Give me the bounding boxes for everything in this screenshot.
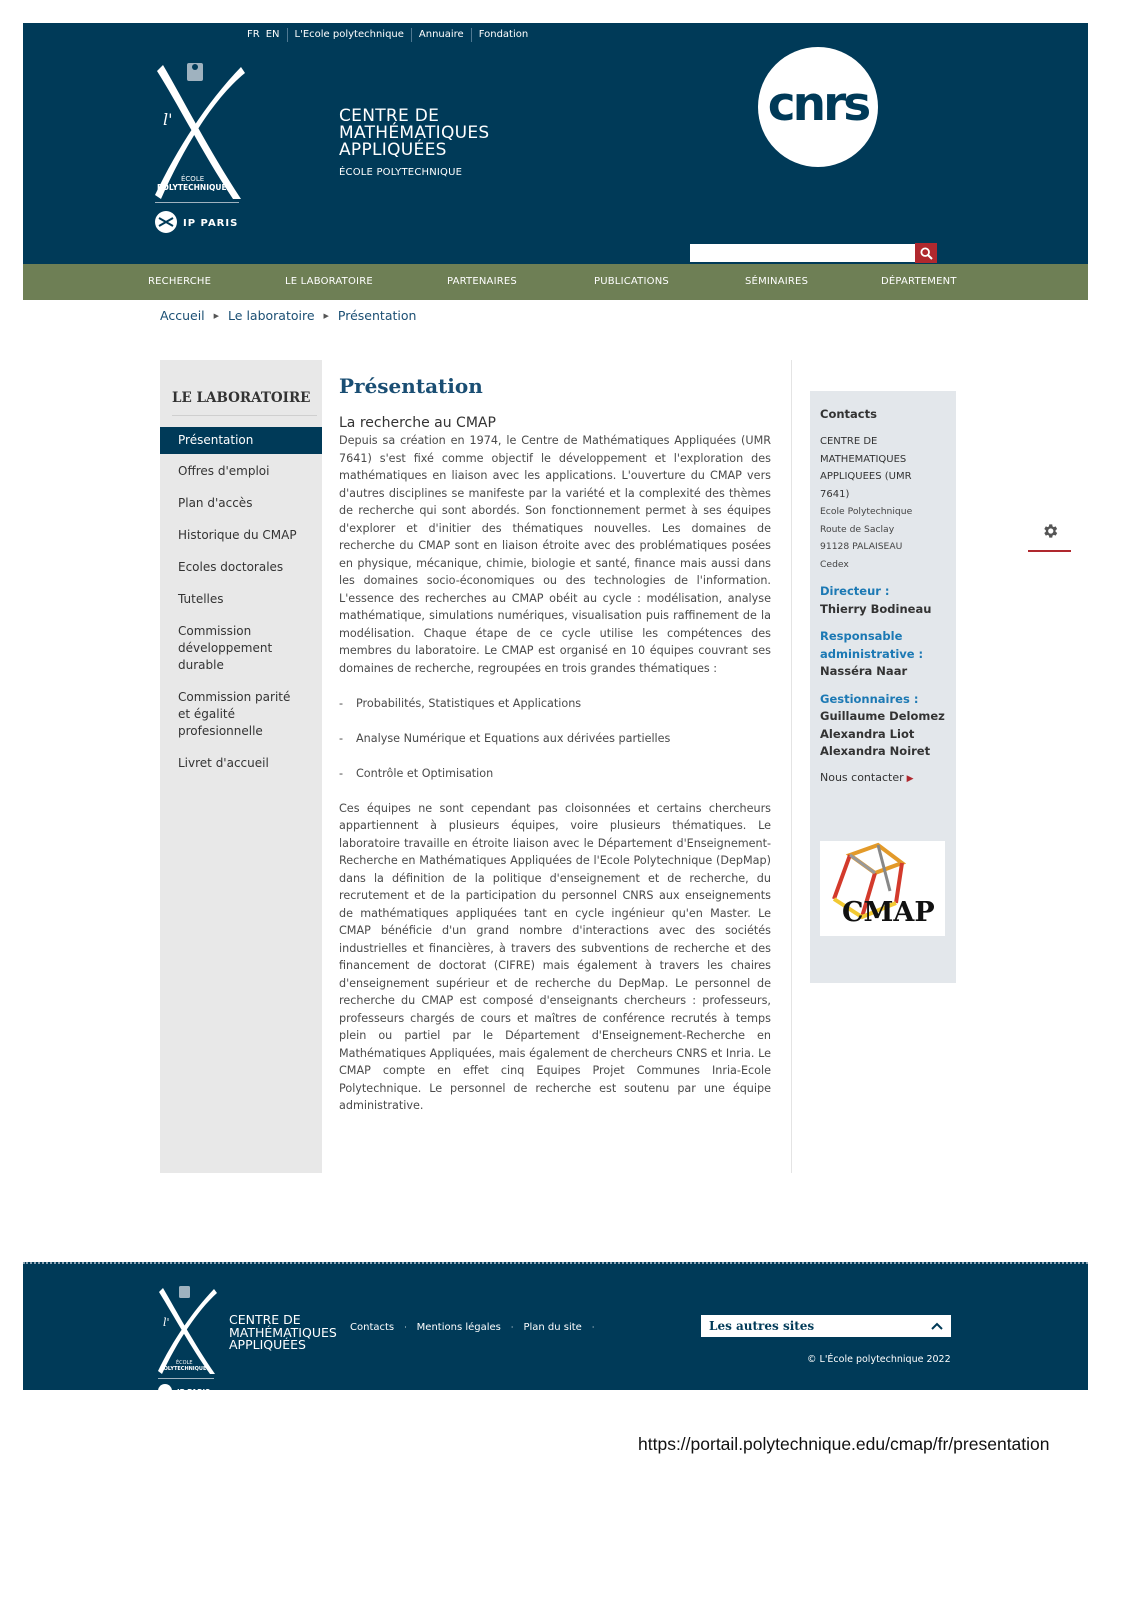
org-line: MATHEMATIQUES (820, 453, 907, 465)
breadcrumb-accueil[interactable]: Accueil (160, 308, 205, 323)
lang-fr-link[interactable]: FR (247, 29, 260, 40)
director-name: Thierry Bodineau (820, 601, 932, 616)
lang-en-link[interactable]: EN (265, 29, 280, 40)
contacts-panel (810, 391, 956, 983)
ecole-polytechnique-logo[interactable] (153, 59, 253, 239)
list-item (339, 730, 771, 748)
intro-paragraph: Depuis sa création en 1974, le Centre de Mathématiques Appliquées (UMR 7641) s'est fixé comme objectif le développement et l'exploration des mathématiques en liaison avec les applications. L'ouverture du CMAP vers d'autres disciplines se manifeste par la variété et la complexité des thèmes de recherche qui sont abordés. Son fonctionnement permet à ses équipes d'explorer et d'initier des thématiques nouvelles. Les domaines de recherche du CMAP sont en liaison étroite avec des problématiques posées en physique, mécanique, chimie, biologie et santé, finance mais aussi dans les domaines socio-économiques ou des technologies de l'information. L'essence des recherches au CMAP obéit au cycle : modélisation, analyse mathématique, simulations numériques, visualisation puis raffinement de la modélisation. Chaque étape de ce cycle utilise les compétences des membres du laboratoire. Le CMAP est organisé en 10 équipes couvrant ses domaines de recherche, regroupées en trois grandes thématiques : (339, 434, 771, 675)
other-sites-label: Les autres sites (709, 1319, 815, 1333)
settings-toggle[interactable] (1028, 522, 1071, 552)
footer-link-contacts[interactable]: Contacts (350, 1322, 395, 1333)
footer-link-plan[interactable]: Plan du site (523, 1322, 582, 1333)
section-title: La recherche au CMAP (339, 415, 496, 431)
sidebar-title: LE LABORATOIRE (172, 390, 317, 416)
sidebar-item-plan-acces[interactable]: Plan d'accès (178, 496, 253, 510)
contact-us-label: Nous contacter (820, 770, 904, 784)
section-sidebar (160, 360, 322, 1173)
lab-title-line1: CENTRE DE (339, 106, 440, 126)
site-footer (23, 1262, 1088, 1396)
ipparis-icon (155, 211, 177, 233)
cnrs-logo[interactable] (758, 47, 878, 167)
list-item (339, 695, 771, 713)
list-item-text: Analyse Numérique et Equations aux dérivées partielles (356, 731, 671, 745)
sidebar-item-tutelles[interactable]: Tutelles (178, 592, 224, 606)
sidebar-item-livret-accueil[interactable]: Livret d'accueil (178, 756, 269, 770)
sidebar-item-historique[interactable]: Historique du CMAP (178, 528, 297, 542)
nav-seminaires[interactable]: SÉMINAIRES (745, 276, 809, 287)
bullet-dash: - (339, 696, 344, 710)
lab-subtitle: ÉCOLE POLYTECHNIQUE (339, 167, 463, 178)
org-line: 7641) (820, 488, 850, 500)
contacts-content (820, 407, 950, 784)
list-item (339, 765, 771, 783)
outro-paragraph: Ces équipes ne sont cependant pas cloisonnées et certains chercheurs appartiennent à plusieurs équipes, voire plusieurs thématiques. Le laboratoire travaille en étroite liaison avec le Département d'Enseignement-Recherche en Mathématiques Appliquées de l'Ecole Polytechnique (DepMap) dans la définition de la politique d'enseignement et de recherche, du recrutement et de la participation du personnel CNRS aux enseignements de mathématiques appliquées tant en cycle ingénieur qu'en Master. Le CMAP bénéficie d'un grand nombre d'interactions avec des sociétés industrielles et financières, à travers des subventions de recherche et des financement de doctorat (CIFRE) mais également à travers les chaires d'enseignement supérieur et de recherche du DepMap. Le personnel de recherche du CMAP est composé d'enseignants chercheurs : professeurs, professeurs chargés de cours et maîtres de conférence recrutés à temps plein ou partiel par le Département d'Enseignement-Recherche en Mathématiques Appliquées, mais également de chercheurs CNRS et Inria. Le CMAP compte en effet cinq Equipes Projet Communes Inria-Ecole Polytechnique. Le personnel de recherche est soutenu par une équipe administrative. (339, 801, 771, 1112)
footer-ipparis-label: IP PARIS (177, 1388, 211, 1396)
page-url: https://portail.polytechnique.edu/cmap/fr/presentation (638, 1434, 1050, 1454)
address-line: Ecole Polytechnique (820, 506, 913, 517)
breadcrumb-arrow-icon: ▶ (213, 311, 220, 320)
gear-icon (1041, 522, 1059, 540)
org-line: CENTRE DE (820, 436, 878, 447)
nav-publications[interactable]: PUBLICATIONS (594, 276, 669, 287)
admin-label-line1: Responsable (820, 629, 903, 643)
main-content (339, 374, 771, 1115)
contacts-title: Contacts (820, 407, 877, 421)
search-icon (920, 247, 933, 260)
org-line: APPLIQUEES (UMR (820, 471, 912, 482)
lab-title-line3: APPLIQUÉES (339, 140, 447, 160)
footer-x-logo[interactable] (157, 1284, 222, 1396)
crest-icon (179, 1286, 190, 1298)
lab-title-line2: MATHÉMATIQUES (339, 123, 490, 143)
managers-label: Gestionnaires : (820, 691, 919, 706)
x-logo-letter: l' (163, 110, 173, 129)
main-nav (23, 264, 1088, 300)
chevron-up-icon (931, 1322, 943, 1330)
annuaire-link[interactable]: Annuaire (411, 28, 471, 42)
sidebar-menu (160, 427, 322, 777)
sidebar-item-offres-emploi[interactable]: Offres d'emploi (178, 464, 270, 478)
x-logo-sub1: ÉCOLE (181, 175, 205, 183)
nav-recherche[interactable]: RECHERCHE (148, 276, 212, 287)
search-input[interactable] (690, 244, 915, 262)
contacts-address (820, 503, 950, 573)
address-line: Cedex (820, 558, 849, 570)
cnrs-logo-text: cnrs (767, 76, 869, 132)
admin-label (820, 628, 950, 663)
ipparis-icon (158, 1384, 172, 1390)
search-button[interactable] (915, 243, 937, 263)
nav-laboratoire[interactable]: LE LABORATOIRE (285, 276, 373, 287)
footer-x-sub2: POLYTECHNIQUE (160, 1366, 207, 1372)
lab-title-block[interactable] (339, 108, 559, 178)
breadcrumb-laboratoire[interactable]: Le laboratoire (228, 308, 315, 323)
top-links-bar (240, 28, 535, 42)
list-item-text: Contrôle et Optimisation (356, 766, 494, 780)
contact-us-link[interactable] (820, 771, 950, 784)
manager-name: Alexandra Noiret (820, 744, 931, 758)
sidebar-item-parite[interactable]: Commission parité et égalité profesionnelle (178, 690, 291, 738)
lab-title (339, 108, 559, 159)
column-divider (791, 360, 792, 1173)
admin-name: Nasséra Naar (820, 664, 908, 678)
other-sites-dropdown[interactable] (701, 1315, 951, 1337)
footer-links (350, 1322, 604, 1333)
contacts-organisation (820, 433, 950, 503)
ipparis-label: IP PARIS (183, 218, 239, 229)
cmap-logo-text: CMAP (842, 897, 935, 928)
footer-link-separator: · (404, 1323, 407, 1332)
fondation-link[interactable]: Fondation (471, 28, 535, 42)
director-label: Directeur : (820, 584, 890, 598)
ecole-link[interactable]: L'Ecole polytechnique (287, 28, 411, 42)
manager-name: Guillaume Delomez (820, 709, 945, 723)
sidebar-item-developpement-durable[interactable]: Commission développement durable (178, 624, 273, 672)
footer-link-separator: · (591, 1323, 595, 1332)
address-line: 91128 PALAISEAU (820, 541, 903, 552)
footer-title-line2: MATHÉMATIQUES (229, 1324, 337, 1340)
footer-lab-title[interactable] (229, 1314, 349, 1352)
page-title: Présentation (339, 374, 483, 398)
address-line: Route de Saclay (820, 523, 895, 535)
footer-title-line1: CENTRE DE (229, 1312, 301, 1327)
bullet-dash: - (339, 731, 344, 745)
list-item-text: Probabilités, Statistiques et Applications (356, 696, 582, 710)
footer-link-mentions[interactable]: Mentions légales (416, 1322, 501, 1333)
nav-departement[interactable]: DÉPARTEMENT (881, 276, 957, 287)
nav-partenaires[interactable]: PARTENAIRES (447, 276, 517, 287)
x-logo-sub2: POLYTECHNIQUE (157, 183, 227, 192)
chevron-right-icon: ▶ (906, 773, 914, 784)
footer-x-letter: l' (163, 1316, 170, 1329)
breadcrumb (160, 308, 416, 323)
footer-link-separator: · (510, 1323, 514, 1332)
breadcrumb-presentation[interactable]: Présentation (337, 308, 417, 323)
manager-name: Alexandra Liot (820, 726, 915, 741)
crest-icon (187, 63, 203, 81)
sidebar-item-presentation[interactable]: Présentation (160, 427, 322, 454)
bullet-dash: - (339, 766, 344, 780)
footer-title-line3: APPLIQUÉES (229, 1337, 306, 1352)
site-header (23, 23, 1088, 264)
copyright: © L'École polytechnique 2022 (807, 1354, 951, 1365)
sidebar-item-ecoles-doctorales[interactable]: Ecoles doctorales (178, 560, 284, 574)
admin-label-line2: administrative : (820, 646, 924, 661)
footer-x-sub1: ÉCOLE (176, 1360, 193, 1366)
cmap-logo[interactable] (820, 841, 945, 936)
breadcrumb-arrow-icon: ▶ (323, 311, 329, 320)
